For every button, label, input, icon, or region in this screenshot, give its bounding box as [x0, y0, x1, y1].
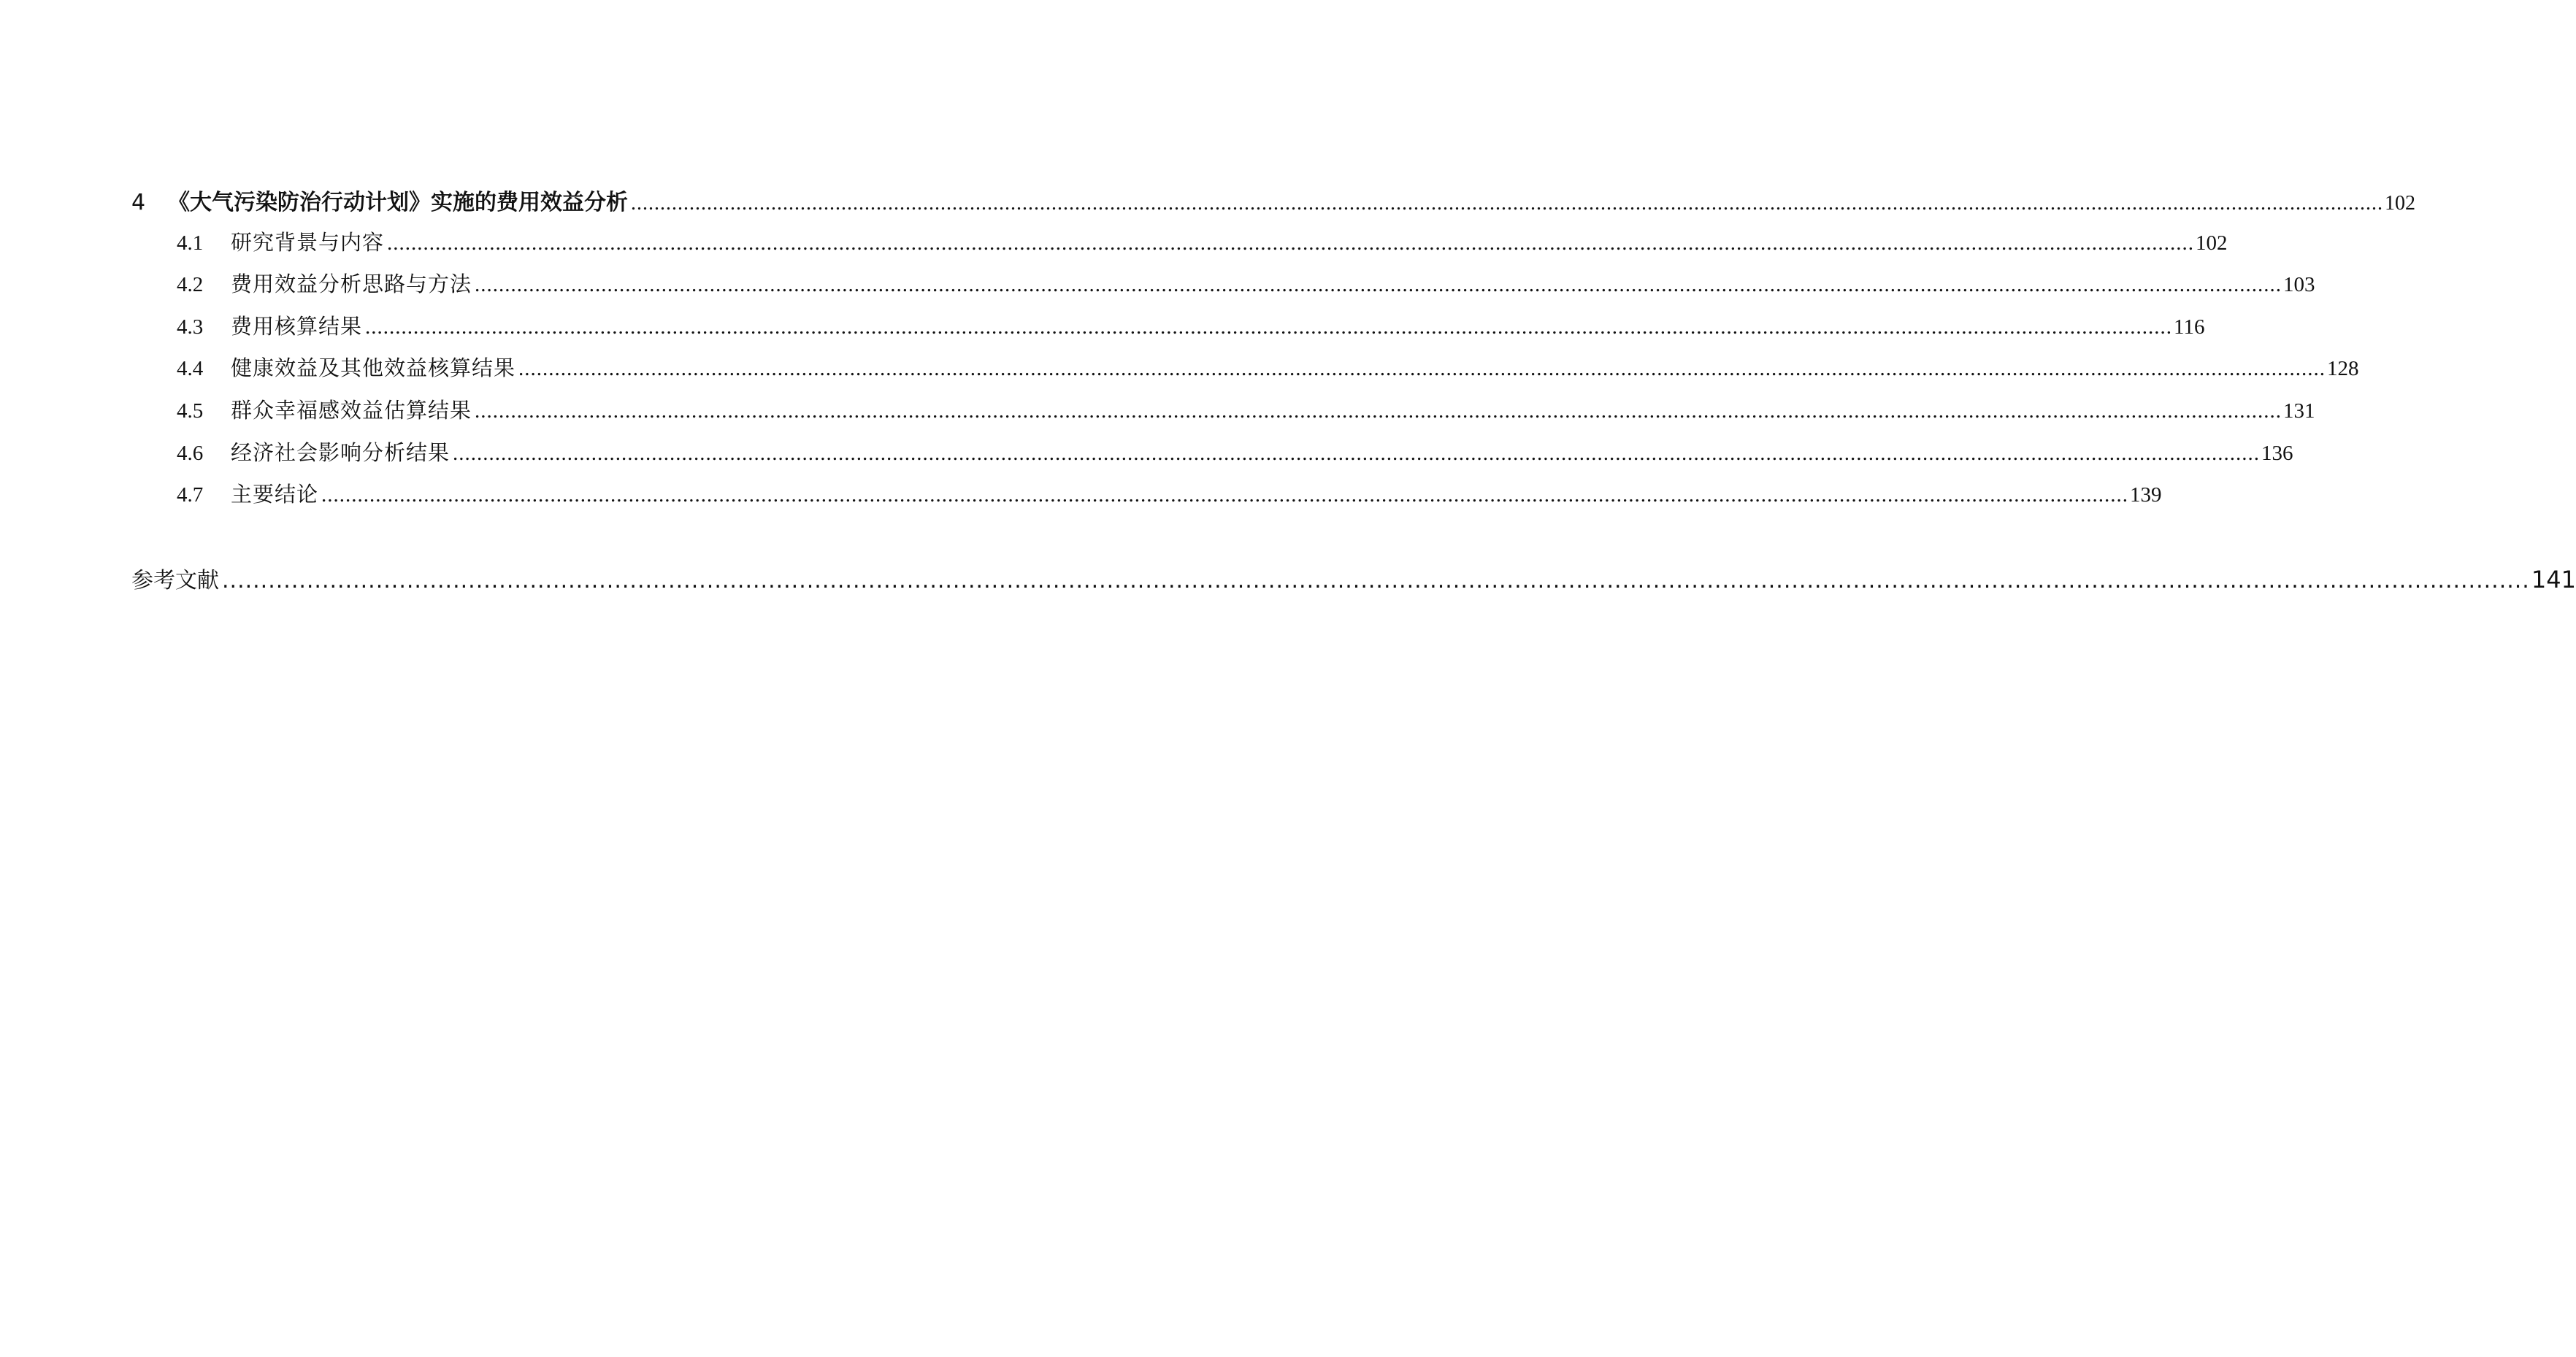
section-page-number: 136: [2261, 442, 2293, 465]
section-title: 研究背景与内容: [231, 230, 385, 255]
toc-chapter-4[interactable]: [131, 184, 2415, 216]
toc-section-4-4[interactable]: [177, 352, 2359, 382]
section-page-number: 131: [2283, 399, 2315, 423]
toc-section-4-5[interactable]: [177, 394, 2315, 424]
section-title: 费用核算结果: [231, 314, 363, 339]
section-title: 健康效益及其他效益核算结果: [231, 355, 516, 380]
section-number: 4.3: [177, 315, 204, 339]
toc-section-4-6[interactable]: [177, 437, 2293, 466]
section-number: 4.1: [177, 231, 204, 255]
dot-leader: ............................................................................................................................................................................................................................................................................................................: [222, 568, 2530, 593]
section-page-number: 116: [2174, 315, 2205, 339]
toc-section-4-7[interactable]: [177, 478, 2162, 508]
dot-leader: ............................................................................................................................................................................................................................................................................................................: [518, 357, 2326, 380]
dot-leader: ............................................................................................................................................................................................................................................................................................................: [453, 442, 2261, 465]
section-title: 费用效益分析思路与方法: [231, 272, 472, 296]
section-page-number: 128: [2327, 357, 2359, 380]
toc-section-4-1[interactable]: [177, 226, 2228, 256]
references-title: 参考文献: [131, 568, 219, 593]
section-number: 4.2: [177, 273, 204, 296]
section-title: 经济社会影响分析结果: [231, 440, 451, 465]
dot-leader: ............................................................................................................................................................................................................................................................................................................: [387, 231, 2195, 255]
toc-section-4-2[interactable]: [177, 268, 2315, 298]
dot-leader: ............................................................................................................................................................................................................................................................................................................: [475, 399, 2282, 423]
section-page-number: 103: [2283, 273, 2315, 296]
section-title: 主要结论: [231, 482, 319, 507]
dot-leader: ............................................................................................................................................................................................................................................................................................................: [475, 273, 2282, 296]
section-title: 群众幸福感效益估算结果: [231, 398, 472, 423]
section-number: 4.5: [177, 399, 204, 423]
section-page-number: 139: [2130, 483, 2162, 507]
section-page-number: 102: [2196, 231, 2228, 255]
section-number: 4.4: [177, 357, 204, 380]
chapter-page-number: 102: [2385, 192, 2415, 215]
toc-section-4-3[interactable]: [177, 310, 2205, 340]
dot-leader: ............................................................................................................................................................................................................................................................................................................: [321, 483, 2129, 507]
references-page-number: 141: [2531, 566, 2576, 593]
section-number: 4.6: [177, 442, 204, 465]
dot-leader: ............................................................................................................................................................................................................................................................................................................: [365, 315, 2173, 339]
chapter-title: 《大气污染防治行动计划》实施的费用效益分析: [168, 190, 628, 215]
section-number: 4.7: [177, 483, 204, 507]
chapter-number: 4: [131, 190, 146, 215]
toc-references[interactable]: [131, 562, 2576, 594]
dot-leader: ............................................................................................................................................................................................................................................................................................................: [631, 192, 2383, 215]
